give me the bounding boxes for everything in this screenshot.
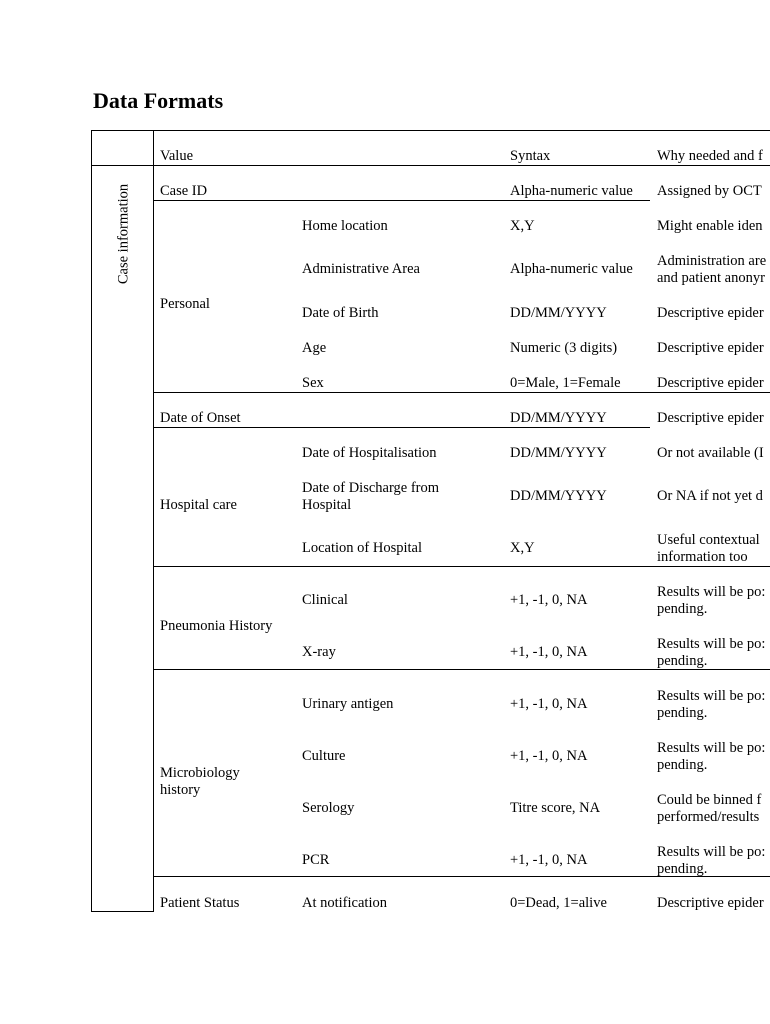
note-age: Descriptive epider	[657, 340, 764, 356]
section-label: Case information	[115, 183, 132, 285]
group-status: Patient Status	[160, 895, 240, 911]
field-home-location: Home location	[302, 218, 388, 234]
field-culture: Culture	[302, 748, 346, 764]
syntax-xray: +1, -1, 0, NA	[510, 644, 588, 660]
syntax-sex: 0=Male, 1=Female	[510, 375, 621, 391]
group-hospital: Hospital care	[160, 497, 237, 513]
field-dob: Date of Birth	[302, 305, 379, 321]
note-dob: Descriptive epider	[657, 305, 764, 321]
field-date-hosp: Date of Hospitalisation	[302, 445, 437, 461]
note-home-location: Might enable iden	[657, 218, 763, 234]
header-value: Value	[160, 148, 194, 164]
note-status: Descriptive epider	[657, 895, 764, 911]
header-bottom-border	[91, 165, 770, 166]
section-column-border	[153, 130, 154, 912]
syntax-home-location: X,Y	[510, 218, 535, 234]
field-location-hosp: Location of Hospital	[302, 540, 423, 556]
note-clinical: Results will be po: pending.	[657, 584, 766, 617]
field-age: Age	[302, 340, 327, 356]
syntax-age: Numeric (3 digits)	[510, 340, 618, 356]
note-location-hosp: Useful contextual information too	[657, 532, 760, 565]
syntax-case-id: Alpha-numeric value	[510, 183, 633, 199]
field-admin-area: Administrative Area	[302, 261, 420, 277]
syntax-status: 0=Dead, 1=alive	[510, 895, 607, 911]
note-admin-area: Administration are and patient anonyr	[657, 253, 767, 286]
syntax-admin-area: Alpha-numeric value	[510, 261, 633, 277]
table-bottom-border	[91, 911, 153, 912]
syntax-pcr: +1, -1, 0, NA	[510, 852, 588, 868]
syntax-clinical: +1, -1, 0, NA	[510, 592, 588, 608]
field-pcr: PCR	[302, 852, 330, 868]
row-separator	[153, 392, 770, 393]
note-culture: Results will be po: pending.	[657, 740, 766, 773]
note-urinary: Results will be po: pending.	[657, 688, 766, 721]
syntax-serology: Titre score, NA	[510, 800, 601, 816]
note-date-discharge: Or NA if not yet d	[657, 488, 763, 504]
table-top-border	[91, 130, 770, 131]
note-xray: Results will be po: pending.	[657, 636, 766, 669]
field-urinary: Urinary antigen	[302, 696, 394, 712]
syntax-date-discharge: DD/MM/YYYY	[510, 488, 607, 504]
page-title: Data Formats	[93, 88, 224, 113]
group-personal: Personal	[160, 296, 210, 312]
field-serology: Serology	[302, 800, 355, 816]
note-pcr: Results will be po: pending.	[657, 844, 766, 877]
note-case-id: Assigned by OCT	[657, 183, 762, 199]
group-onset: Date of Onset	[160, 410, 241, 426]
note-onset: Descriptive epider	[657, 410, 764, 426]
header-why: Why needed and f	[657, 148, 763, 164]
group-micro: Microbiology history	[160, 765, 240, 798]
field-date-discharge: Date of Discharge from Hospital	[302, 480, 440, 513]
note-date-hosp: Or not available (I	[657, 445, 764, 461]
group-pneumonia: Pneumonia History	[160, 618, 273, 634]
field-clinical: Clinical	[302, 592, 348, 608]
row-separator	[153, 200, 650, 201]
row-separator	[153, 427, 650, 428]
syntax-date-hosp: DD/MM/YYYY	[510, 445, 607, 461]
syntax-onset: DD/MM/YYYY	[510, 410, 607, 426]
syntax-urinary: +1, -1, 0, NA	[510, 696, 588, 712]
field-sex: Sex	[302, 375, 324, 391]
table-left-border	[91, 130, 92, 912]
group-case-id: Case ID	[160, 183, 208, 199]
note-sex: Descriptive epider	[657, 375, 764, 391]
row-separator	[153, 566, 770, 567]
syntax-culture: +1, -1, 0, NA	[510, 748, 588, 764]
header-syntax: Syntax	[510, 148, 551, 164]
field-at-notification: At notification	[302, 895, 387, 911]
syntax-dob: DD/MM/YYYY	[510, 305, 607, 321]
note-serology: Could be binned f performed/results	[657, 792, 762, 825]
syntax-location-hosp: X,Y	[510, 540, 535, 556]
field-xray: X-ray	[302, 644, 336, 660]
